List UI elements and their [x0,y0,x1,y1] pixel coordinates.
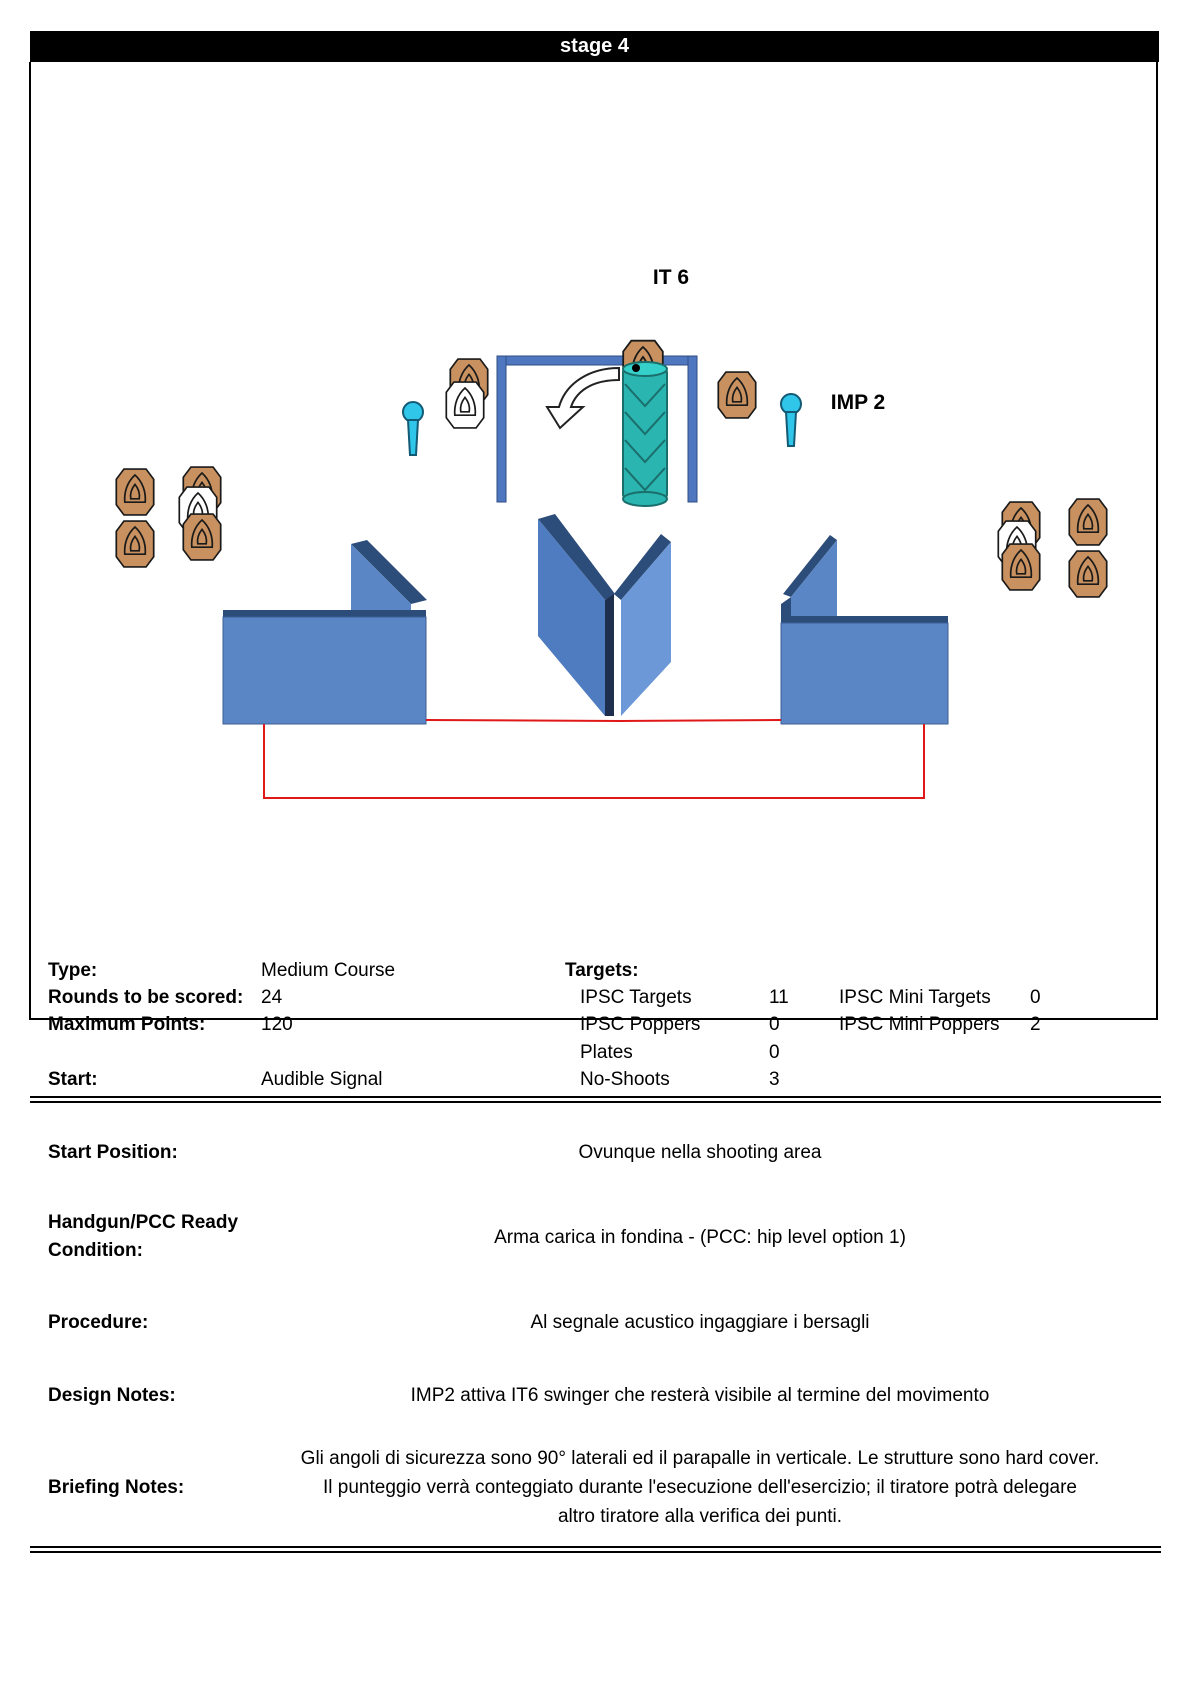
targets-label: Targets: [565,960,639,981]
briefing-notes-line: Gli angoli di sicurezza sono 90° laterali ed il parapalle in verticale. Le strutture sono hard cover. [300,1448,1100,1469]
ipsc-target-icon [1069,551,1106,597]
ipsc-target-icon [718,372,755,418]
ipsc-target-icon [183,514,220,560]
stage-diagram-svg [31,62,1160,1020]
ipsc-target-icon [116,521,153,567]
rounds-label: Rounds to be scored: [48,987,244,1008]
fault-line [264,724,924,798]
briefing-notes-line: Il punteggio verrà conteggiato durante l'esecuzione dell'esercizio; il tiratore potrà delegare [323,1477,1077,1498]
target-type-name: No-Shoots [580,1069,670,1090]
design-notes-label: Design Notes: [48,1385,176,1406]
imp2-label: IMP 2 [830,391,886,414]
fault-line [426,720,781,721]
mini-popper-icon [781,394,801,446]
target-type-count: 2 [1030,1014,1041,1035]
ready-condition-value: Arma carica in fondina - (PCC: hip level option 1) [494,1227,906,1248]
divider [30,1101,1161,1103]
start-label: Start: [48,1069,98,1090]
type-label: Type: [48,960,98,981]
max-points-label: Maximum Points: [48,1014,206,1035]
target-type-name: Plates [580,1042,633,1063]
briefing-notes-label: Briefing Notes: [48,1477,185,1498]
mini-popper-icon [403,402,423,455]
stage-title: stage 4 [560,35,629,57]
arrow-icon [547,368,619,428]
no-shoot-icon [446,382,483,428]
procedure-value: Al segnale acustico ingaggiare i bersagli [530,1312,870,1333]
target-type-count: 3 [769,1069,780,1090]
rounds-value: 24 [261,987,283,1008]
max-points-value: 120 [261,1014,293,1035]
target-type-name: IPSC Poppers [580,1014,701,1035]
start-position-value: Ovunque nella shooting area [578,1142,822,1163]
target-type-count: 11 [769,987,789,1008]
barricade-icon [223,540,427,724]
ipsc-target-icon [1002,544,1039,590]
divider [30,1096,1161,1098]
target-type-count: 0 [769,1014,780,1035]
design-notes-value: IMP2 attiva IT6 swinger che resterà visibile al termine del movimento [410,1385,990,1406]
target-type-count: 0 [769,1042,780,1063]
ready-condition-label: Handgun/PCC Ready [48,1212,239,1233]
stage-diagram [29,62,1158,1020]
start-value: Audible Signal [261,1069,383,1090]
it6-label: IT 6 [652,266,690,289]
swinger-drum-icon [623,362,667,506]
divider [30,1551,1161,1553]
procedure-label: Procedure: [48,1312,149,1333]
target-type-count: 0 [1030,987,1041,1008]
ready-condition-label: Condition: [48,1240,143,1261]
start-position-label: Start Position: [48,1142,178,1163]
barricade-icon [538,514,671,716]
stage-title-bar [30,31,1159,62]
ipsc-target-icon [116,469,153,515]
type-value: Medium Course [261,960,396,981]
target-type-name: IPSC Mini Targets [839,987,991,1008]
divider [30,1546,1161,1548]
ipsc-target-icon [1069,499,1106,545]
target-type-name: IPSC Mini Poppers [839,1014,1000,1035]
target-type-name: IPSC Targets [580,987,692,1008]
briefing-notes-line: altro tiratore alla verifica dei punti. [557,1506,843,1527]
barricade-icon [781,535,948,724]
